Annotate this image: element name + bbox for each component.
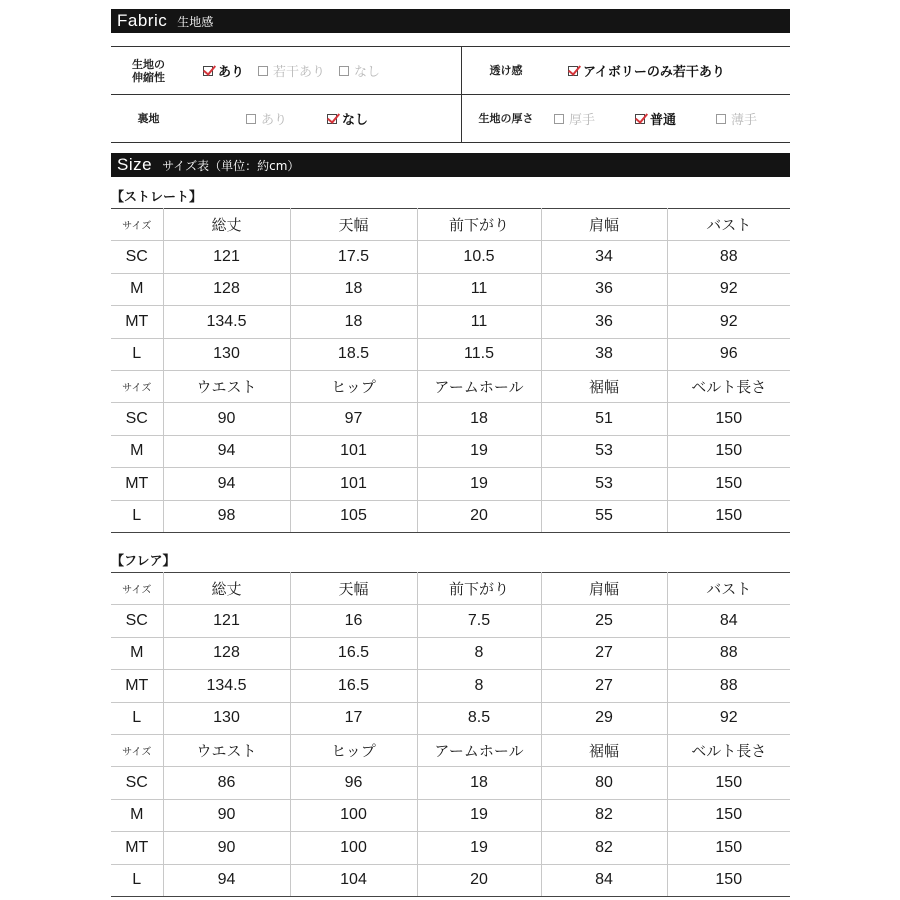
table-cell: 16 xyxy=(290,605,417,637)
table-cell: 18.5 xyxy=(290,338,417,370)
header-cell: 総丈 xyxy=(163,573,290,605)
table-cell: M xyxy=(111,435,163,467)
table-cell: 20 xyxy=(417,500,541,532)
table-cell: 105 xyxy=(290,500,417,532)
table-cell: 11 xyxy=(417,306,541,338)
fabric-subtitle: 生地感 xyxy=(177,14,214,29)
table-cell: 36 xyxy=(541,273,667,305)
table-cell: 150 xyxy=(667,864,790,896)
table-row xyxy=(111,767,790,799)
option-group xyxy=(186,109,461,128)
size-title: Size xyxy=(117,155,153,174)
table-cell: SC xyxy=(111,241,163,273)
table-cell: 18 xyxy=(417,767,541,799)
table-cell: 150 xyxy=(667,403,790,435)
header-cell: ベルト長さ xyxy=(667,734,790,766)
table-cell: SC xyxy=(111,767,163,799)
fabric-row-label: 生地の厚さ xyxy=(478,112,534,125)
size-subtitle: サイズ表（単位：約cm） xyxy=(162,158,300,173)
table-cell: 94 xyxy=(163,864,290,896)
header-cell: 天幅 xyxy=(290,209,417,241)
table-cell: MT xyxy=(111,468,163,500)
fabric-row-label: 裏地 xyxy=(137,112,160,125)
section-label-flare: 【フレア】 xyxy=(111,554,176,569)
table-row xyxy=(111,338,790,370)
table-cell: 150 xyxy=(667,799,790,831)
table-cell: M xyxy=(111,799,163,831)
table-cell: SC xyxy=(111,605,163,637)
table-cell: 82 xyxy=(541,832,667,864)
table-header-row xyxy=(111,573,790,605)
table-cell: 82 xyxy=(541,799,667,831)
table-row xyxy=(111,241,790,273)
header-cell: サイズ xyxy=(111,734,163,766)
table-cell: L xyxy=(111,338,163,370)
table-cell: 130 xyxy=(163,702,290,734)
header-cell: ヒップ xyxy=(290,734,417,766)
checkbox-icon xyxy=(568,66,578,76)
table-cell: 19 xyxy=(417,435,541,467)
table-cell: 150 xyxy=(667,767,790,799)
table-cell: 128 xyxy=(163,637,290,669)
header-cell: アームホール xyxy=(417,734,541,766)
table-cell: 27 xyxy=(541,670,667,702)
table-cell: 51 xyxy=(541,403,667,435)
table-cell: 17.5 xyxy=(290,241,417,273)
option-group xyxy=(186,61,461,80)
table-cell: 100 xyxy=(290,799,417,831)
table-cell: 128 xyxy=(163,273,290,305)
header-cell: 裾幅 xyxy=(541,734,667,766)
table-cell: 96 xyxy=(290,767,417,799)
header-cell: サイズ xyxy=(111,209,163,241)
checkbox-icon xyxy=(635,114,645,124)
table-cell: 98 xyxy=(163,500,290,532)
table-cell: 134.5 xyxy=(163,306,290,338)
table-row xyxy=(111,500,790,532)
table-cell: 90 xyxy=(163,403,290,435)
table-cell: 53 xyxy=(541,468,667,500)
table-row xyxy=(111,864,790,896)
table-cell: 90 xyxy=(163,832,290,864)
option-checkbox: 普通 xyxy=(635,109,676,128)
size-header xyxy=(111,153,790,177)
header-cell: 肩幅 xyxy=(541,573,667,605)
table-cell: 121 xyxy=(163,605,290,637)
table-row xyxy=(111,670,790,702)
table-cell: 92 xyxy=(667,273,790,305)
table-cell: MT xyxy=(111,670,163,702)
table-row xyxy=(111,273,790,305)
table-cell: 104 xyxy=(290,864,417,896)
table-row xyxy=(111,605,790,637)
table-cell: 8.5 xyxy=(417,702,541,734)
table-cell: L xyxy=(111,702,163,734)
table-cell: 84 xyxy=(541,864,667,896)
table-cell: 94 xyxy=(163,468,290,500)
table-cell: 7.5 xyxy=(417,605,541,637)
table-cell: L xyxy=(111,864,163,896)
option-checkbox: アイボリーのみ若干あり xyxy=(568,61,725,80)
table-header-row xyxy=(111,734,790,766)
table-row xyxy=(111,799,790,831)
table-cell: 18 xyxy=(290,273,417,305)
header-cell: 天幅 xyxy=(290,573,417,605)
option-checkbox: なし xyxy=(339,61,380,80)
checkbox-icon xyxy=(716,114,726,124)
table-cell: 34 xyxy=(541,241,667,273)
header-cell: バスト xyxy=(667,573,790,605)
header-cell: 裾幅 xyxy=(541,370,667,402)
table-cell: 96 xyxy=(667,338,790,370)
checkbox-icon xyxy=(339,66,349,76)
table-cell: 10.5 xyxy=(417,241,541,273)
fabric-row-label: 透け感 xyxy=(489,64,523,77)
header-cell: ウエスト xyxy=(163,370,290,402)
header-cell: 総丈 xyxy=(163,209,290,241)
table-cell: 8 xyxy=(417,670,541,702)
table-cell: 88 xyxy=(667,637,790,669)
table-header-row xyxy=(111,209,790,241)
table-cell: 11 xyxy=(417,273,541,305)
table-cell: 101 xyxy=(290,468,417,500)
table-cell: 150 xyxy=(667,468,790,500)
table-cell: 27 xyxy=(541,637,667,669)
checkbox-icon xyxy=(258,66,268,76)
option-checkbox: なし xyxy=(327,109,368,128)
option-group xyxy=(550,61,739,80)
checkbox-icon xyxy=(327,114,337,124)
table-cell: 150 xyxy=(667,500,790,532)
table-cell: 88 xyxy=(667,670,790,702)
table-cell: 20 xyxy=(417,864,541,896)
checkbox-icon xyxy=(554,114,564,124)
table-cell: 121 xyxy=(163,241,290,273)
header-cell: サイズ xyxy=(111,370,163,402)
table-cell: MT xyxy=(111,832,163,864)
header-cell: バスト xyxy=(667,209,790,241)
table-cell: 16.5 xyxy=(290,670,417,702)
option-checkbox: あり xyxy=(246,109,287,128)
table-cell: 55 xyxy=(541,500,667,532)
table-cell: 100 xyxy=(290,832,417,864)
option-checkbox: 薄手 xyxy=(716,109,757,128)
fabric-title: Fabric xyxy=(117,11,168,30)
option-checkbox: あり xyxy=(203,61,244,80)
table-cell: 97 xyxy=(290,403,417,435)
table-row xyxy=(111,468,790,500)
table-row xyxy=(111,435,790,467)
table-cell: 29 xyxy=(541,702,667,734)
table-cell: 130 xyxy=(163,338,290,370)
header-cell: ヒップ xyxy=(290,370,417,402)
header-cell: ベルト長さ xyxy=(667,370,790,402)
table-cell: M xyxy=(111,637,163,669)
table-cell: 88 xyxy=(667,241,790,273)
table-cell: SC xyxy=(111,403,163,435)
table-cell: L xyxy=(111,500,163,532)
table-cell: 17 xyxy=(290,702,417,734)
fabric-row-label: 生地の 伸縮性 xyxy=(132,57,165,84)
table-header-row xyxy=(111,370,790,402)
table-row xyxy=(111,637,790,669)
size-table-flare xyxy=(111,572,790,897)
option-checkbox: 厚手 xyxy=(554,109,595,128)
checkbox-icon xyxy=(203,66,213,76)
table-cell: 94 xyxy=(163,435,290,467)
table-cell: 18 xyxy=(417,403,541,435)
option-group xyxy=(550,109,771,128)
header-cell: アームホール xyxy=(417,370,541,402)
fabric-row-stretch xyxy=(111,47,790,94)
table-cell: 11.5 xyxy=(417,338,541,370)
table-cell: 92 xyxy=(667,306,790,338)
fabric-header xyxy=(111,9,790,33)
option-checkbox: 若干あり xyxy=(258,61,325,80)
table-cell: 19 xyxy=(417,799,541,831)
table-cell: 19 xyxy=(417,832,541,864)
table-row xyxy=(111,702,790,734)
table-cell: 150 xyxy=(667,435,790,467)
fabric-row-lining xyxy=(111,94,790,142)
table-cell: 25 xyxy=(541,605,667,637)
table-cell: M xyxy=(111,273,163,305)
table-cell: 86 xyxy=(163,767,290,799)
size-table-straight xyxy=(111,208,790,533)
table-cell: 16.5 xyxy=(290,637,417,669)
header-cell: 前下がり xyxy=(417,573,541,605)
header-cell: サイズ xyxy=(111,573,163,605)
table-cell: 38 xyxy=(541,338,667,370)
table-cell: 80 xyxy=(541,767,667,799)
table-cell: MT xyxy=(111,306,163,338)
section-label-straight: 【ストレート】 xyxy=(111,190,203,205)
table-row xyxy=(111,832,790,864)
table-cell: 101 xyxy=(290,435,417,467)
fabric-table xyxy=(111,46,790,143)
table-cell: 18 xyxy=(290,306,417,338)
table-cell: 134.5 xyxy=(163,670,290,702)
table-cell: 84 xyxy=(667,605,790,637)
table-cell: 150 xyxy=(667,832,790,864)
checkbox-icon xyxy=(246,114,256,124)
table-row xyxy=(111,306,790,338)
table-cell: 53 xyxy=(541,435,667,467)
table-cell: 36 xyxy=(541,306,667,338)
header-cell: 前下がり xyxy=(417,209,541,241)
header-cell: 肩幅 xyxy=(541,209,667,241)
table-cell: 19 xyxy=(417,468,541,500)
table-cell: 90 xyxy=(163,799,290,831)
table-cell: 8 xyxy=(417,637,541,669)
table-row xyxy=(111,403,790,435)
table-cell: 92 xyxy=(667,702,790,734)
header-cell: ウエスト xyxy=(163,734,290,766)
